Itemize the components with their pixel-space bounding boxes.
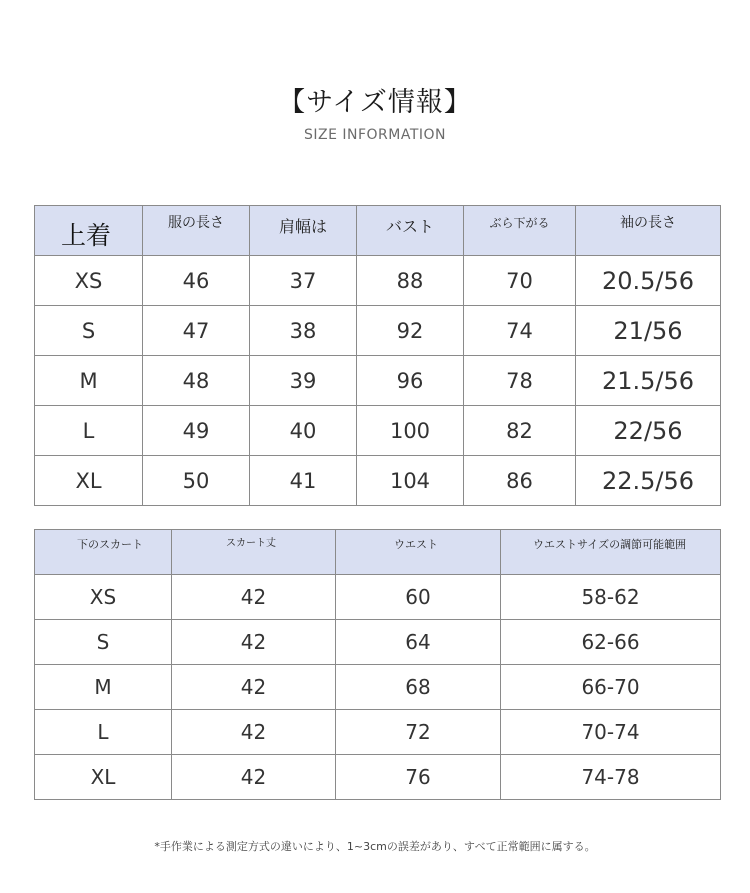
table-cell: 64 [336, 620, 501, 665]
table-cell: 48 [143, 356, 250, 406]
header-skirt-length: スカート丈 [172, 530, 336, 575]
size-label: S [35, 306, 143, 356]
header-skirt-label: 下のスカート [77, 538, 143, 551]
measurement-footnote: *手作業による測定方式の違いにより、1~3cmの誤差があり、すべて正常範囲に属する。 [154, 840, 596, 853]
size-label: XS [35, 256, 143, 306]
header-hang: ぶら下がる [464, 206, 576, 256]
table-cell: 92 [357, 306, 464, 356]
table-row [35, 755, 721, 800]
table-cell: 39 [250, 356, 357, 406]
table-row [35, 406, 721, 456]
table-row [35, 620, 721, 665]
header-skirt [35, 530, 172, 575]
table-cell: 70-74 [501, 710, 721, 755]
header-length: 服の長さ [143, 206, 250, 256]
table-cell: 41 [250, 456, 357, 506]
table-row [35, 575, 721, 620]
table-cell: 42 [172, 755, 336, 800]
table-cell: 38 [250, 306, 357, 356]
table-cell: 100 [357, 406, 464, 456]
table-row [35, 710, 721, 755]
size-label: S [35, 620, 172, 665]
table-cell: 76 [336, 755, 501, 800]
table-cell: 72 [336, 710, 501, 755]
table-cell: 37 [250, 256, 357, 306]
size-label: XL [35, 456, 143, 506]
page-subtitle: SIZE INFORMATION [303, 127, 447, 143]
table-cell: 21.5/56 [576, 356, 721, 406]
table-cell: 21/56 [576, 306, 721, 356]
table-cell: 42 [172, 665, 336, 710]
table-cell: 58-62 [501, 575, 721, 620]
table-cell: 40 [250, 406, 357, 456]
size-label: M [35, 356, 143, 406]
size-label: L [35, 406, 143, 456]
page-title: 【サイズ情報】 [278, 87, 472, 118]
table-cell: 49 [143, 406, 250, 456]
table-cell: 70 [464, 256, 576, 306]
table-cell: 86 [464, 456, 576, 506]
bottom-size-table [34, 529, 721, 800]
header-waist-adjust [501, 530, 721, 575]
table-cell: 96 [357, 356, 464, 406]
size-label: XL [35, 755, 172, 800]
table-row [35, 356, 721, 406]
header-shoulder: 肩幅は [250, 206, 357, 256]
table-row [35, 306, 721, 356]
table-row [35, 456, 721, 506]
table-cell: 62-66 [501, 620, 721, 665]
header-waist: ウエスト [336, 530, 501, 575]
table-cell: 20.5/56 [576, 256, 721, 306]
size-label: L [35, 710, 172, 755]
table-cell: 82 [464, 406, 576, 456]
table-row [35, 665, 721, 710]
table-cell: 50 [143, 456, 250, 506]
table-cell: 66-70 [501, 665, 721, 710]
size-label: M [35, 665, 172, 710]
table-header-row [35, 206, 721, 256]
table-cell: 22/56 [576, 406, 721, 456]
header-top-garment: 上着 [35, 206, 143, 256]
table-cell: 60 [336, 575, 501, 620]
header-bust: バスト [357, 206, 464, 256]
table-cell: 42 [172, 710, 336, 755]
table-cell: 78 [464, 356, 576, 406]
table-cell: 68 [336, 665, 501, 710]
top-size-table [34, 205, 721, 506]
header-waist-adjust-label: ウエストサイズの調節可能範囲 [533, 538, 687, 551]
table-header-row [35, 530, 721, 575]
table-cell: 104 [357, 456, 464, 506]
table-cell: 88 [357, 256, 464, 306]
table-row [35, 256, 721, 306]
table-cell: 42 [172, 575, 336, 620]
table-cell: 22.5/56 [576, 456, 721, 506]
table-cell: 42 [172, 620, 336, 665]
header-sleeve: 袖の長さ [576, 206, 721, 256]
table-cell: 47 [143, 306, 250, 356]
size-label: XS [35, 575, 172, 620]
table-cell: 74 [464, 306, 576, 356]
table-cell: 74-78 [501, 755, 721, 800]
table-cell: 46 [143, 256, 250, 306]
